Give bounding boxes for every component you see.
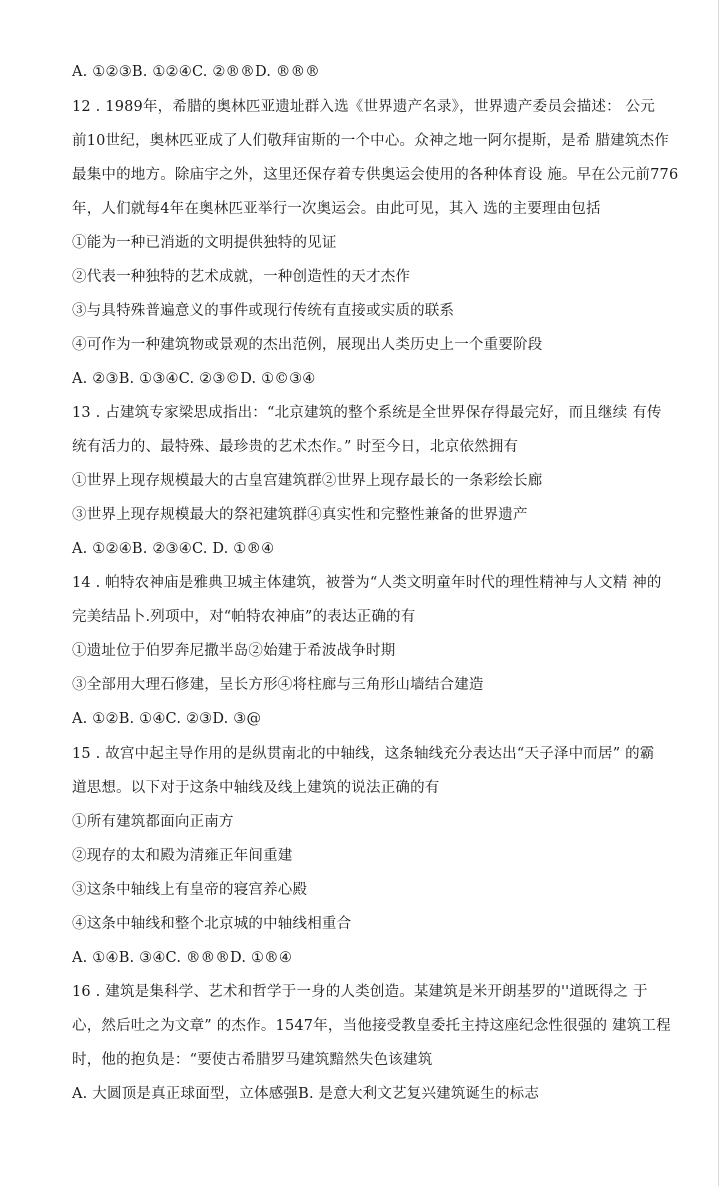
answer-options-q16: A. 大圆顶是真正球面型，立体感强B. 是意大利文艺复兴建筑诞生的标志 [72, 1086, 540, 1102]
question-12-text: 最集中的地方。除庙宇之外，这里还保存着专供奥运会使用的各种体育设 施。早在公元前776 [72, 167, 679, 183]
question-13-text: 13 . 占建筑专家梁思成指出：“北京建筑的整个系统是全世界保存得最完好，而且继续 有传 [72, 405, 662, 421]
answer-options-q14: A. ①②B. ①④C. ②③D. ③@ [72, 711, 262, 727]
statement-item: ④可作为一种建筑物或景观的杰出范例，展现出人类历史上一个重要阶段 [72, 337, 543, 353]
question-12-text: 12 . 1989年，希腊的奥林匹亚遗址群入选《世界遗产名录》，世界遗产委员会描述： 公元 [72, 99, 656, 115]
statement-item: ②现存的太和殿为清雍正年间重建 [72, 848, 293, 864]
question-12-text: 年，人们就每4年在奥林匹亚举行一次奥运会。由此可见，其入 选的主要理由包括 [72, 201, 601, 217]
statement-item: ②代表一种独特的艺术成就，一种创造性的天才杰作 [72, 269, 411, 285]
question-15-text: 15 . 故宫中起主导作用的是纵贯南北的中轴线，这条轴线充分表达出“天子泽中而居” 的霸 [72, 746, 655, 762]
question-16-text: 时，他的抱负是：“要使古希腊罗马建筑黯然失色该建筑 [72, 1052, 433, 1068]
question-15-text: 道思想。以下对于这条中轴线及线上建筑的说法正确的有 [72, 780, 440, 796]
answer-options-q12: A. ②③B. ①③④C. ②③©D. ①©③④ [72, 371, 316, 387]
statement-item: ④这条中轴线和整个北京城的中轴线相重合 [72, 916, 352, 932]
question-13-text: 统有活力的、最特殊、最珍贵的艺术杰作。” 时至今日，北京依然拥有 [72, 439, 519, 455]
statement-item: ①世界上现存规模最大的古皇宫建筑群②世界上现存最长的一条彩绘长廊 [72, 473, 543, 489]
question-12-text: 前10世纪，奥林匹亚成了人们敬拜宙斯的一个中心。众神之地一阿尔提斯，是希 腊建筑杰作 [72, 133, 669, 149]
question-16-text: 心，然后吐之为文章” 的杰作。1547年，当他接受教皇委托主持这座纪念性很强的 建筑工程 [72, 1018, 671, 1034]
statement-item: ③世界上现存规模最大的祭祀建筑群④真实性和完整性兼备的世界遗产 [72, 507, 528, 523]
answer-options-q13: A. ①②④B. ②③④C. D. ①®④ [72, 541, 275, 557]
statement-item: ③这条中轴线上有皇帝的寝宫养心殿 [72, 882, 308, 898]
answer-options-q11: A. ①②③B. ①②④C. ②®®D. ®®® [72, 64, 320, 80]
answer-options-q15: A. ①④B. ③④C. ®®®D. ①®④ [72, 950, 293, 966]
statement-item: ③与具特殊普遍意义的事件或现行传统有直接或实质的联系 [72, 303, 455, 319]
statement-item: ①能为一种已消逝的文明提供独特的见证 [72, 235, 337, 251]
statement-item: ①所有建筑都面向正南方 [72, 814, 234, 830]
statement-item: ①遗址位于伯罗奔尼撒半岛②始建于希波战争时期 [72, 643, 396, 659]
statement-item: ③全部用大理石修建，呈长方形④将柱廊与三角形山墙结合建造 [72, 677, 484, 693]
question-14-text: 完美结品卜.列项中，对“帕特农神庙”的表达正确的有 [72, 609, 416, 625]
question-16-text: 16 . 建筑是集科学、艺术和哲学于一身的人类创造。某建筑是米开朗基罗的''道既得之 于 [72, 984, 648, 1000]
question-14-text: 14 . 帕特农神庙是雅典卫城主体建筑，被誉为“人类文明童年时代的理性精神与人文精 神的 [72, 575, 662, 591]
